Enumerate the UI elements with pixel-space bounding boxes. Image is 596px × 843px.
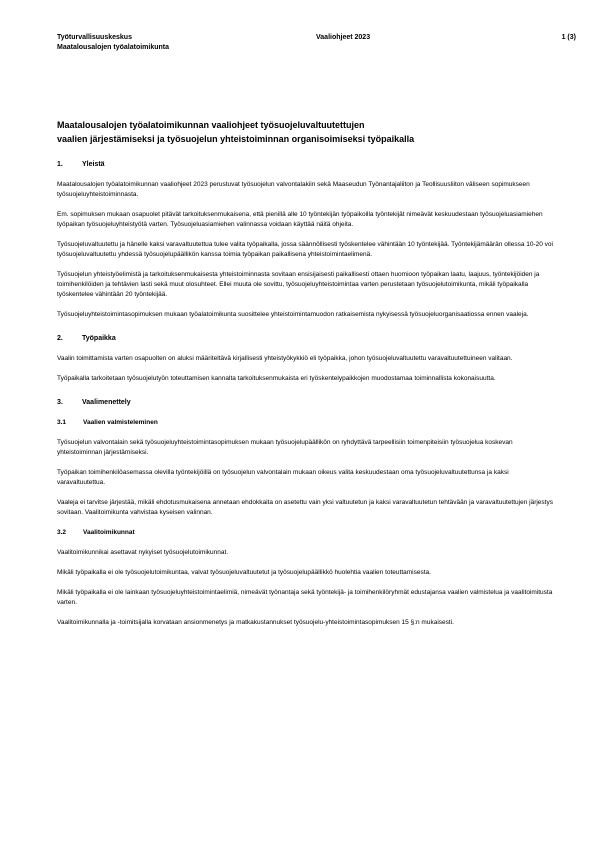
header-org-line1: Työturvallisuuskeskus xyxy=(57,34,132,41)
section-number: 2. xyxy=(57,335,63,342)
paragraph: Työsuojeluvaltuutettu ja hänelle kaksi varavaltuutettua tulee valita työpaikalla, jossa säännöllisesti työskentelee vähintään 10 työntekijää. Työntekijämäärän ollessa 10-20 voi työsuojeluvaltuutettu yhdessä työsuojelupäällikön kanssa toimia työpaikan paikallisena yhteistoimintaelimenä. xyxy=(57,241,553,258)
header-organization xyxy=(57,33,169,53)
paragraph: Työpaikan toimihenkilöasemassa olevilla työntekijöillä on työsuojelun valvontalain mukaan oikeus valita keskuudestaan oma työsuojeluvaltuutettunsa ja kaksi varavaltuutettua. xyxy=(57,469,509,486)
section-number: 1. xyxy=(57,161,63,168)
section-heading-3 xyxy=(57,398,557,408)
paragraph: Mikäli työpaikalla ei ole lainkaan työsuojeluyhteistoimintaelimiä, nimeävät työnantaja sekä työntekijä- ja toimihenkilöryhmät edustajansa vaalien valmistelua ja vaalitoimitusta varten. xyxy=(57,589,553,606)
title-line-1: Maatalousalojen työalatoimikunnan vaaliohjeet työsuojeluvaltuutettujen xyxy=(57,120,365,130)
section-title: Työpaikka xyxy=(82,335,116,342)
paragraph: Työsuojeluyhteistoimintasopimuksen mukaan työalatoimikunta suosittelee yhteistoimintamuodon ratkaisemista nykyisessä työsuojeluorganisaatiossa ennen vaaleja. xyxy=(57,311,529,318)
section-title: Yleistä xyxy=(82,161,105,168)
paragraph: Työsuojelun valvontalain sekä työsuojeluyhteistoimintasopimuksen mukaan työsuojelupäällikön on ryhdyttävä tarpeellisiin toimenpiteisiin työsuojelua koskevan yhteistoiminnan järjestämiseksi. xyxy=(57,439,513,456)
subsection-number: 3.2 xyxy=(57,529,67,536)
section-title: Vaalimenettely xyxy=(82,399,131,406)
header-doc-title: Vaaliohjeet 2023 xyxy=(316,34,371,41)
paragraph: Vaalitoimikunnalla ja -toimitsijalla korvataan ansionmenetys ja matkakustannukset työsuojelu-yhteistoimintasopimuksen 15 §:n mukaisesti. xyxy=(57,619,454,626)
subsection-heading-3-1 xyxy=(57,418,557,428)
section-heading-1 xyxy=(57,160,557,170)
section-heading-2 xyxy=(57,334,557,344)
section-number: 3. xyxy=(57,399,63,406)
header-org-line2: Maatalousalojen työalatoimikunta xyxy=(57,44,170,51)
paragraph: Vaaleja ei tarvitse järjestää, mikäli ehdotusmukaisena annetaan ehdokkaita on asetettu vain yksi valtuutetun ja kaksi varavaltuutetun tehtävään ja varavaltuutettujen järjestys sovitaan. Vaalitoimikunta vahvistaa kyseisen valinnan. xyxy=(57,499,553,516)
subsection-number: 3.1 xyxy=(57,419,67,426)
subsection-title: Vaalien valmisteleminen xyxy=(83,419,158,426)
document-title xyxy=(57,118,557,146)
title-line-2: vaalien järjestämiseksi ja työsuojelun yhteistoiminnan organisoimiseksi työpaikalla xyxy=(57,134,415,144)
subsection-heading-3-2 xyxy=(57,528,557,538)
subsection-title: Vaalitoimikunnat xyxy=(83,529,135,536)
paragraph: Em. sopimuksen mukaan osapuolet pitävät tarkoituksenmukaisena, että pienillä alle 10 työntekijän työpaikoilla työntekijät nimeävät keskuudestaan työsuojeluasiamiehen työpaikan työsuojeluyhteistyötä varten. Työsuojeluasiamiehen valinnassa voidaan käyttää näitä ohjeita. xyxy=(57,211,543,228)
paragraph: Vaalitoimikunnikai asettavat nykyiset työsuojelutoimikunnat. xyxy=(57,549,229,556)
paragraph: Mikäli työpaikalla ei ole työsuojelutoimikuntaa, valvat työsuojeluvaltuutetut ja työsuojelupäällikkö huolehtia vaalien toteuttamisesta. xyxy=(57,569,431,576)
paragraph: Maatalousalojen työalatoimikunnan vaaliohjeet 2023 perustuvat työsuojelun valvontalakiin sekä Maaseudun Työnantajaliiton ja Teollisuusliiton väliseen sopimukseen työsuojeluyhteistoiminnasta. xyxy=(57,181,530,198)
header-page-number: 1 (3) xyxy=(561,34,576,41)
paragraph: Työpaikalla tarkoitetaan työsuojelutyön toteuttamisen kannalta tarkoituksenmukaista eri työskentelypaikkojen muodostamaa toiminnallista kokonaisuutta. xyxy=(57,375,496,382)
paragraph: Vaalin toimittamista varten osapuolten on aluksi määriteltävä kirjallisesti yhteistyökykkiö eli työpaikka, johon työsuojeluvaltuutettu varavaltuutettuineen valitaan. xyxy=(57,355,513,362)
document-body xyxy=(57,118,557,638)
paragraph: Työsuojelun yhteistyöelimistä ja tarkoituksenmukaisesta yhteistoiminnasta sovitaan ensisijaisesti paikallisesti ottaen huomioon työpaikan laatu, laajuus, työntekijöiden ja toimihenkilöiden ja tehtävien lasti sekä muut olosuhteet. Ellei muuta ole sovittu, työsuojeluyhteistoimintaa varten perustetaan työsuojelutoimikunta, mikäli työpaikalla työskentelee vähintään 20 työntekijää. xyxy=(57,271,540,298)
